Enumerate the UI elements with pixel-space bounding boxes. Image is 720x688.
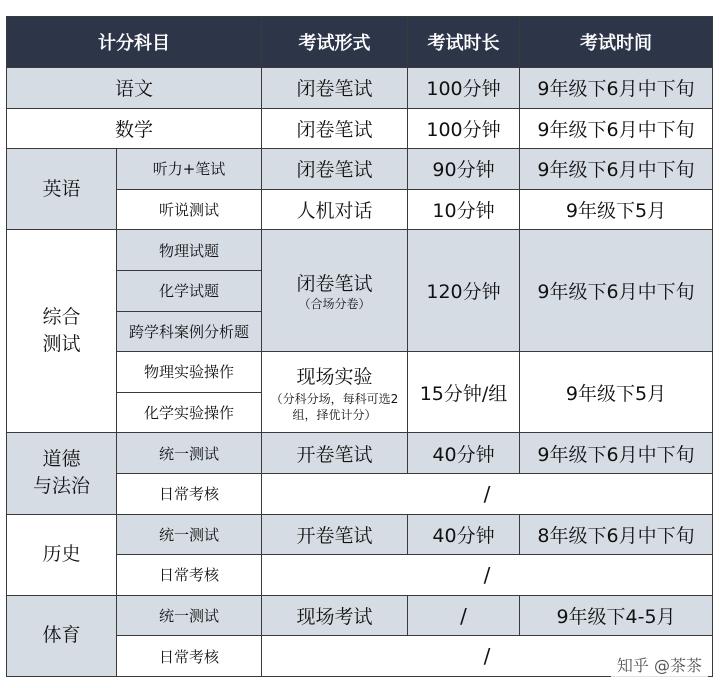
subject-cell: 语文	[7, 68, 262, 109]
time-cell: 9年级下6月中下旬	[520, 230, 713, 352]
form-cell: 开卷笔试	[262, 433, 408, 474]
form-text: 闭卷笔试	[296, 273, 373, 296]
sub-item-cell: 日常考核	[117, 555, 262, 596]
sub-item-cell: 化学试题	[117, 270, 262, 311]
duration-cell: 10分钟	[408, 189, 520, 230]
subject-line: 综合	[42, 305, 81, 328]
sub-item-cell: 日常考核	[117, 473, 262, 514]
duration-cell: 40分钟	[408, 514, 520, 555]
sub-item-cell: 听说测试	[117, 189, 262, 230]
header-duration: 考试时长	[408, 17, 520, 68]
sub-item-cell: 统一测试	[117, 595, 262, 636]
form-note: （合场分卷）	[298, 297, 371, 312]
table-row-daode-1	[7, 433, 713, 474]
header-time: 考试时间	[520, 17, 713, 68]
subject-line: 测试	[42, 333, 81, 356]
sub-item-cell: 统一测试	[117, 433, 262, 474]
form-note: （分科分场，每科可选2组，择优计分）	[270, 391, 399, 422]
time-cell: 9年级下5月	[520, 189, 713, 230]
subject-cell: 历史	[7, 514, 117, 595]
empty-value-cell: /	[262, 473, 713, 514]
table-row-lishi-1	[7, 514, 713, 555]
time-cell: 9年级下4-5月	[520, 595, 713, 636]
form-cell: 闭卷笔试	[262, 108, 408, 149]
form-cell	[262, 230, 408, 352]
sub-item-cell: 物理试题	[117, 230, 262, 271]
form-cell: 闭卷笔试	[262, 68, 408, 109]
form-cell: 现场考试	[262, 595, 408, 636]
table-row-tiyu-1	[7, 595, 713, 636]
sub-item-cell: 听力+笔试	[117, 149, 262, 190]
empty-value-cell: /	[262, 636, 713, 677]
subject-line: 与法治	[32, 475, 90, 498]
subject-cell: 数学	[7, 108, 262, 149]
table-row-yuwen	[7, 68, 713, 109]
sub-item-cell: 化学实验操作	[117, 392, 262, 433]
header-subject: 计分科目	[7, 17, 262, 68]
time-cell: 9年级下6月中下旬	[520, 68, 713, 109]
time-cell: 8年级下6月中下旬	[520, 514, 713, 555]
time-cell: 9年级下6月中下旬	[520, 433, 713, 474]
subject-cell	[7, 433, 117, 514]
sub-item-cell: 物理实验操作	[117, 352, 262, 393]
duration-cell: 15分钟/组	[408, 352, 520, 433]
subject-cell	[7, 230, 117, 433]
sub-item-cell: 日常考核	[117, 636, 262, 677]
subject-cell: 体育	[7, 595, 117, 676]
time-cell: 9年级下6月中下旬	[520, 149, 713, 190]
time-cell: 9年级下5月	[520, 352, 713, 433]
header-row	[7, 17, 713, 68]
subject-cell: 英语	[7, 149, 117, 230]
duration-cell: 100分钟	[408, 68, 520, 109]
table-row-yingyu-1	[7, 149, 713, 190]
form-cell: 闭卷笔试	[262, 149, 408, 190]
empty-value-cell: /	[262, 555, 713, 596]
duration-cell: 90分钟	[408, 149, 520, 190]
header-form: 考试形式	[262, 17, 408, 68]
form-text: 现场实验	[296, 365, 373, 388]
exam-schedule-table	[6, 16, 713, 677]
duration-cell: 40分钟	[408, 433, 520, 474]
sub-item-cell: 跨学科案例分析题	[117, 311, 262, 352]
duration-cell: 100分钟	[408, 108, 520, 149]
sub-item-cell: 统一测试	[117, 514, 262, 555]
duration-cell: /	[408, 595, 520, 636]
form-cell: 开卷笔试	[262, 514, 408, 555]
duration-cell: 120分钟	[408, 230, 520, 352]
form-cell: 人机对话	[262, 189, 408, 230]
form-cell	[262, 352, 408, 433]
table-row-shuxue	[7, 108, 713, 149]
time-cell: 9年级下6月中下旬	[520, 108, 713, 149]
table-row-zonghe-1	[7, 230, 713, 271]
subject-line: 道德	[42, 447, 81, 470]
watermark: 知乎 @茶茶	[611, 651, 708, 678]
